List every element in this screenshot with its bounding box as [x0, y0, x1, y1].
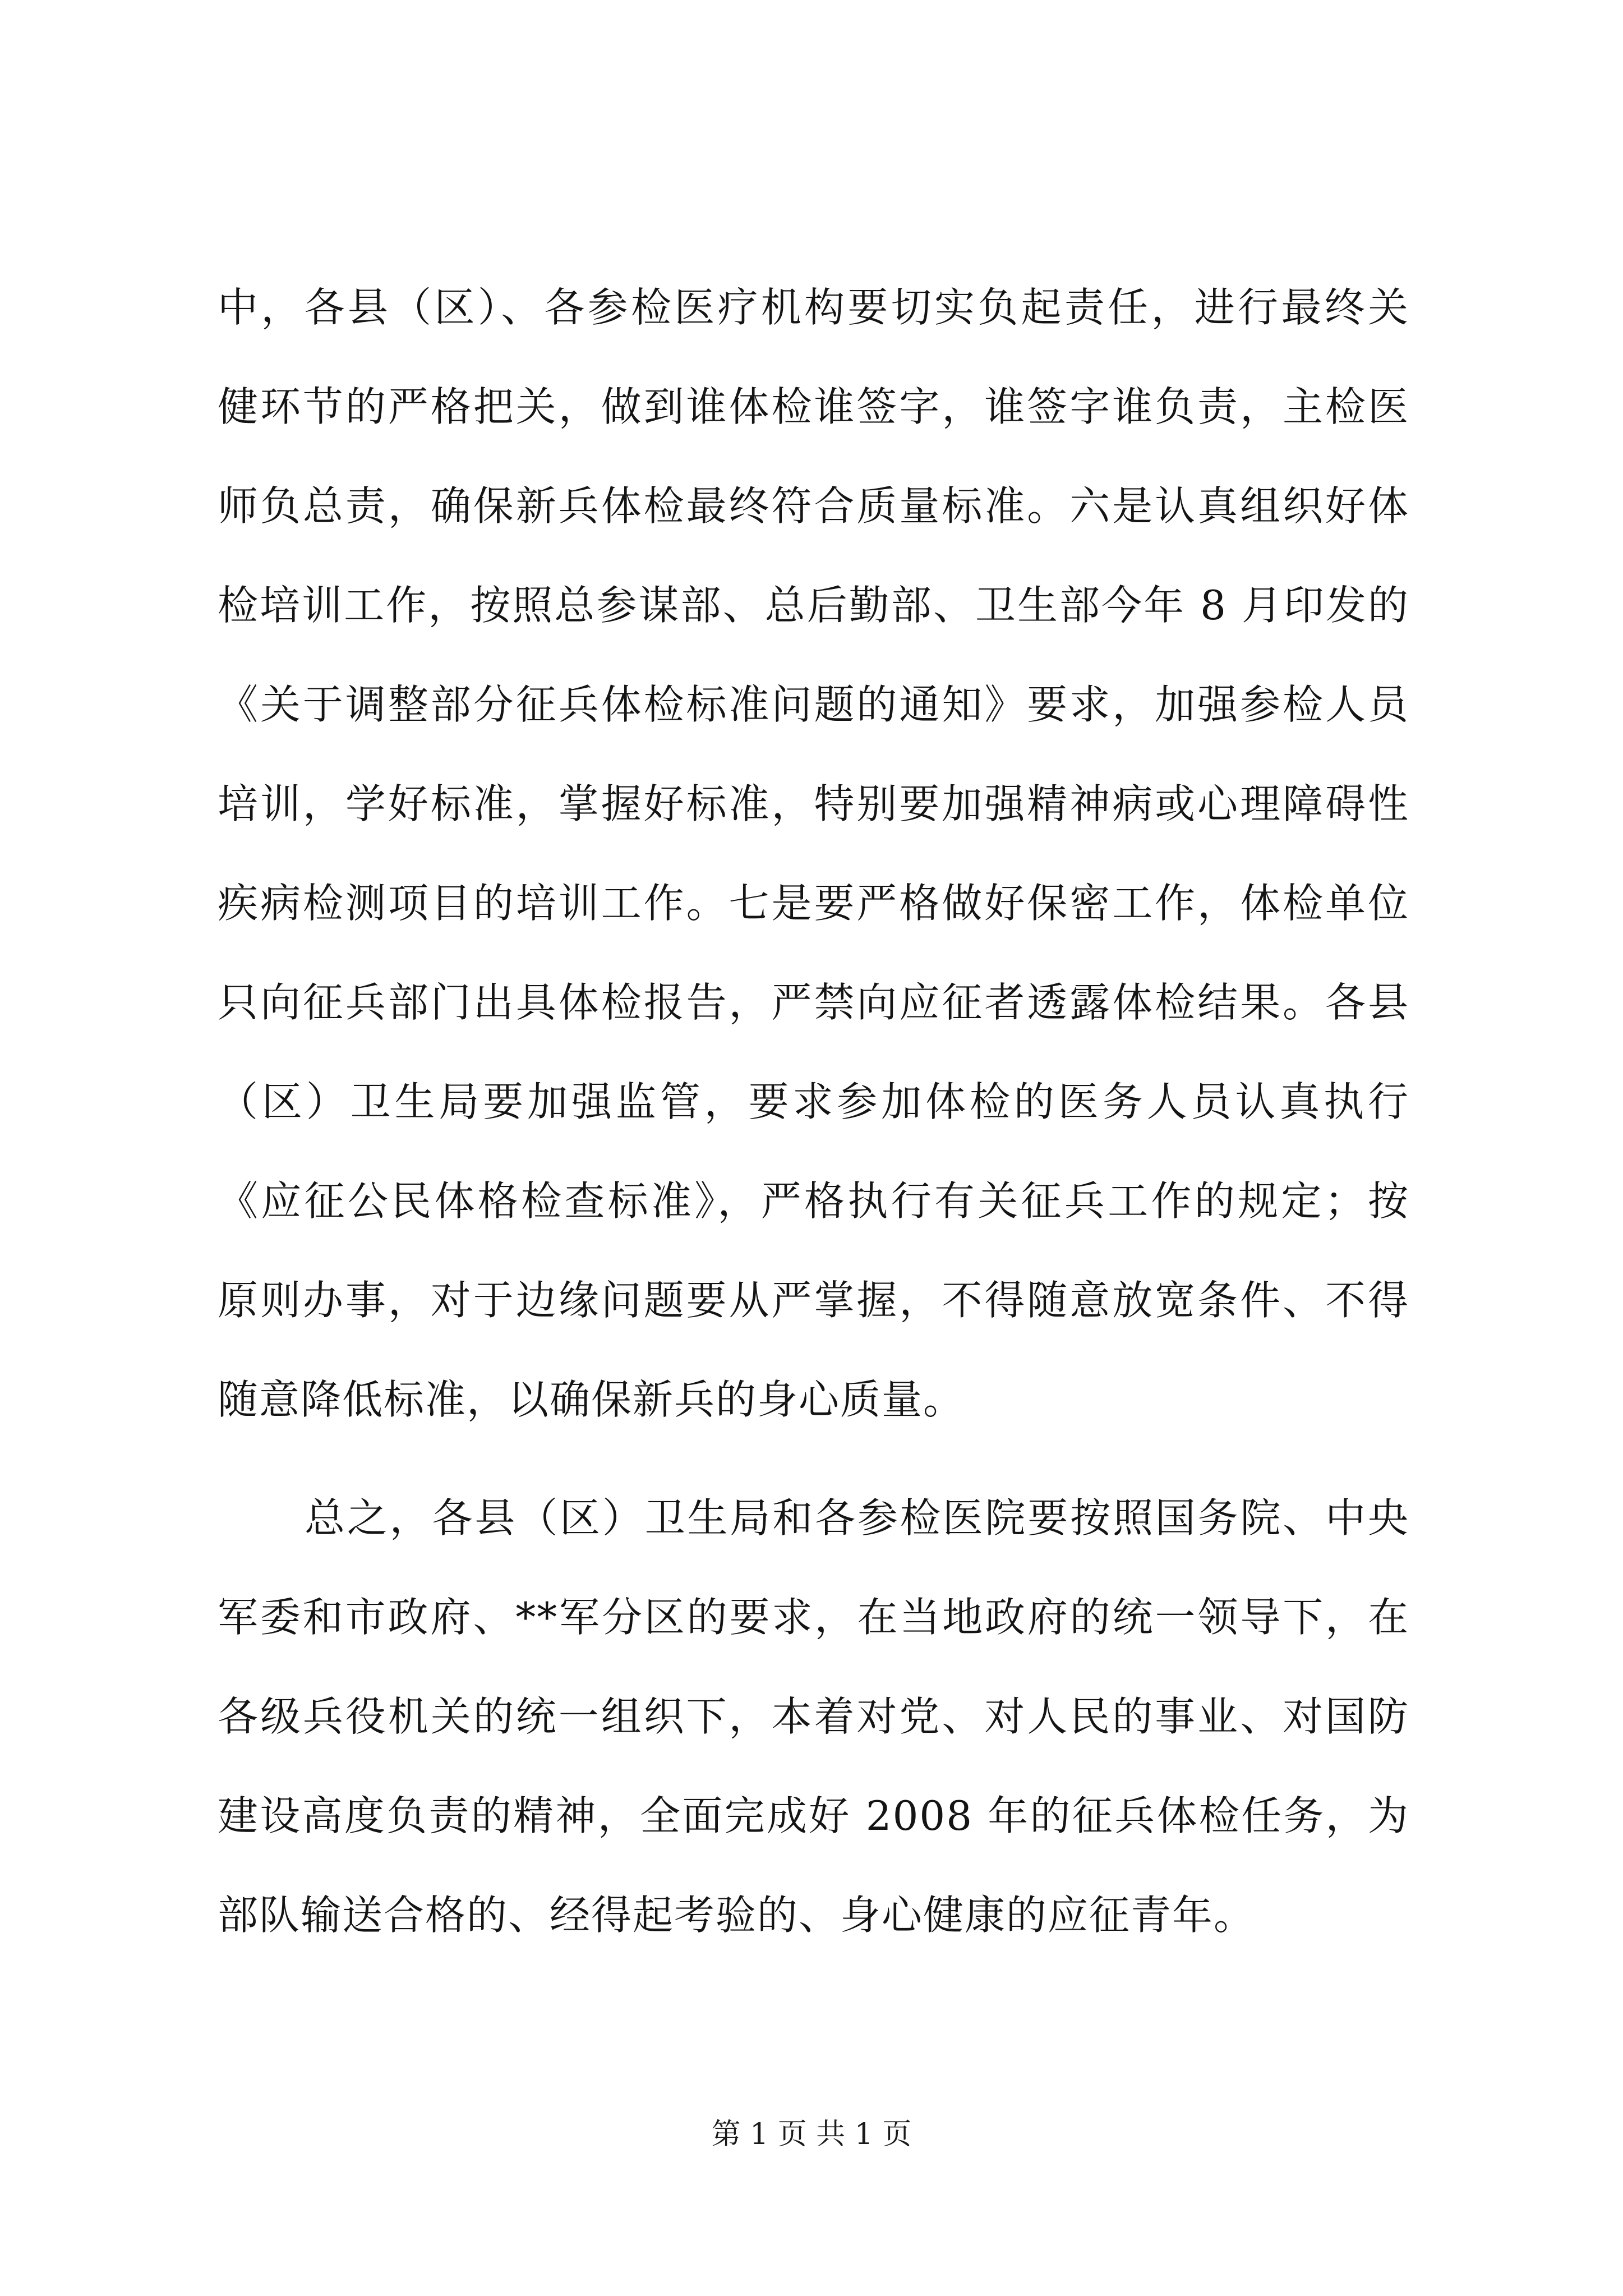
text-line: 只向征兵部门出具体检报告，严禁向应征者透露体检结果。各县	[218, 979, 1409, 1026]
text-line: 总之，各县（区）卫生局和各参检医院要按照国务院、中央	[305, 1494, 1409, 1542]
text-line: 《应征公民体格检查标准》，严格执行有关征兵工作的规定；按	[218, 1177, 1409, 1225]
text-line: （区）卫生局要加强监管，要求参加体检的医务人员认真执行	[218, 1078, 1409, 1125]
text-line: 随意降低标准，以确保新兵的身心质量。	[218, 1376, 965, 1423]
text-line: 培训，学好标准，掌握好标准，特别要加强精神病或心理障碍性	[218, 780, 1409, 827]
text-line: 疾病检测项目的培训工作。七是要严格做好保密工作，体检单位	[218, 880, 1409, 927]
text-line: 部队输送合格的、经得起考验的、身心健康的应征青年。	[218, 1892, 1256, 1939]
text-line: 师负总责，确保新兵体检最终符合质量标准。六是认真组织好体	[218, 482, 1409, 530]
text-line: 建设高度负责的精神，全面完成好 2008 年的征兵体检任务，为	[218, 1792, 1409, 1839]
paragraph-2	[218, 1469, 1409, 1965]
text-line: 《关于调整部分征兵体检标准问题的通知》要求，加强参检人员	[218, 681, 1409, 728]
paragraph-gap	[218, 1450, 1409, 1469]
text-line: 中，各县（区）、各参检医疗机构要切实负起责任，进行最终关	[218, 284, 1409, 331]
text-line: 健环节的严格把关，做到谁体检谁签字，谁签字谁负责，主检医	[218, 383, 1409, 430]
text-line: 原则办事，对于边缘问题要从严掌握，不得随意放宽条件、不得	[218, 1277, 1409, 1324]
paragraph-1	[218, 258, 1409, 1450]
text-line: 各级兵役机关的统一组织下，本着对党、对人民的事业、对国防	[218, 1693, 1409, 1740]
page-footer: 第 1 页 共 1 页	[711, 2118, 912, 2151]
document-body	[218, 258, 1409, 1965]
text-line: 军委和市政府、**军分区的要求，在当地政府的统一领导下，在	[218, 1594, 1409, 1641]
text-line: 检培训工作，按照总参谋部、总后勤部、卫生部今年 8 月印发的	[218, 582, 1409, 629]
